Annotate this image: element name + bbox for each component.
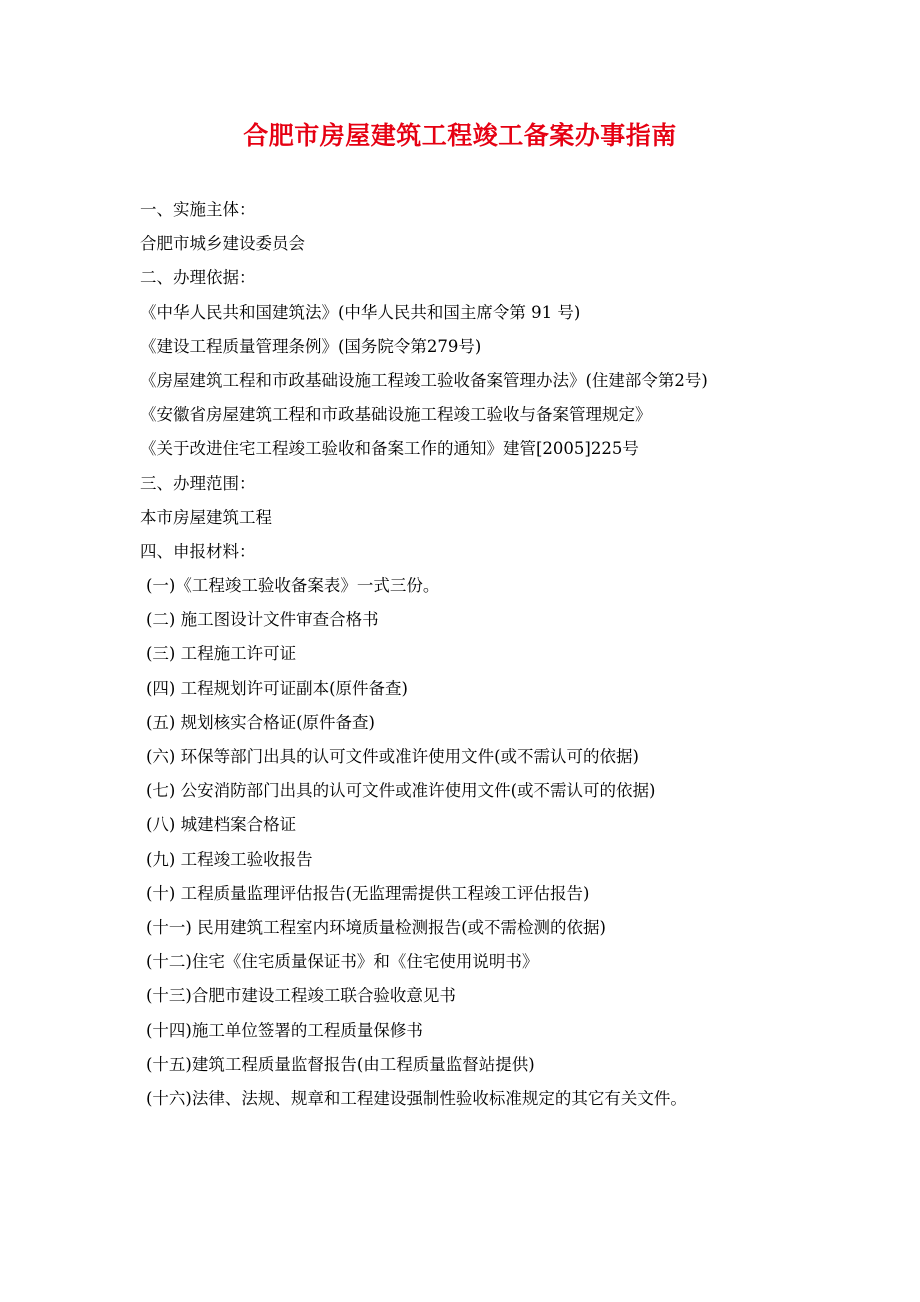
section-heading-basis: 二、办理依据：	[140, 268, 256, 288]
material-item: (七) 公安消防部门出具的认可文件或准许使用文件(或不需认可的依据)	[146, 781, 656, 801]
document-body	[140, 193, 840, 1116]
section-line: 本市房屋建筑工程	[140, 507, 272, 527]
material-item: (三) 工程施工许可证	[146, 644, 297, 664]
section-heading-scope: 三、办理范围：	[140, 473, 256, 493]
section-line: 合肥市城乡建设委员会	[140, 234, 305, 254]
section-line: 《建设工程质量管理条例》(国务院令第279号)	[140, 336, 482, 356]
material-item: (四) 工程规划许可证副本(原件备查)	[146, 678, 408, 698]
material-item: (十五)建筑工程质量监督报告(由工程质量监督站提供)	[146, 1054, 535, 1074]
material-item: (十二)住宅《住宅质量保证书》和《住宅使用说明书》	[146, 952, 539, 972]
section-line: 《中华人民共和国建筑法》(中华人民共和国主席令第 91 号)	[140, 302, 581, 322]
material-item: (十) 工程质量监理评估报告(无监理需提供工程竣工评估报告)	[146, 883, 590, 903]
material-item: (二) 施工图设计文件审查合格书	[146, 610, 379, 630]
section-line: 《关于改进住宅工程竣工验收和备案工作的通知》建管[2005]225号	[140, 439, 639, 459]
section-line: 《安徽省房屋建筑工程和市政基础设施工程竣工验收与备案管理规定》	[140, 405, 652, 425]
material-item: (八) 城建档案合格证	[146, 815, 297, 835]
material-item: (十四)施工单位签署的工程质量保修书	[146, 1020, 423, 1040]
section-line: 《房屋建筑工程和市政基础设施工程竣工验收备案管理办法》(住建部令第2号)	[140, 370, 708, 390]
material-item: (五) 规划核实合格证(原件备查)	[146, 712, 375, 732]
material-item: (十三)合肥市建设工程竣工联合验收意见书	[146, 986, 456, 1006]
material-item: (九) 工程竣工验收报告	[146, 849, 313, 869]
material-item: (十六)法律、法规、规章和工程建设强制性验收标准规定的其它有关文件。	[146, 1088, 687, 1108]
material-item: (六) 环保等部门出具的认可文件或准许使用文件(或不需认可的依据)	[146, 747, 639, 766]
section-heading-materials: 四、申报材料：	[140, 541, 256, 561]
material-item: (十一) 民用建筑工程室内环境质量检测报告(或不需检测的依据)	[146, 917, 606, 937]
material-item: (一)《工程竣工验收备案表》一式三份。	[146, 576, 440, 596]
page-title: 合肥市房屋建筑工程竣工备案办事指南	[243, 121, 677, 150]
section-heading-subject: 一、实施主体：	[140, 200, 256, 219]
